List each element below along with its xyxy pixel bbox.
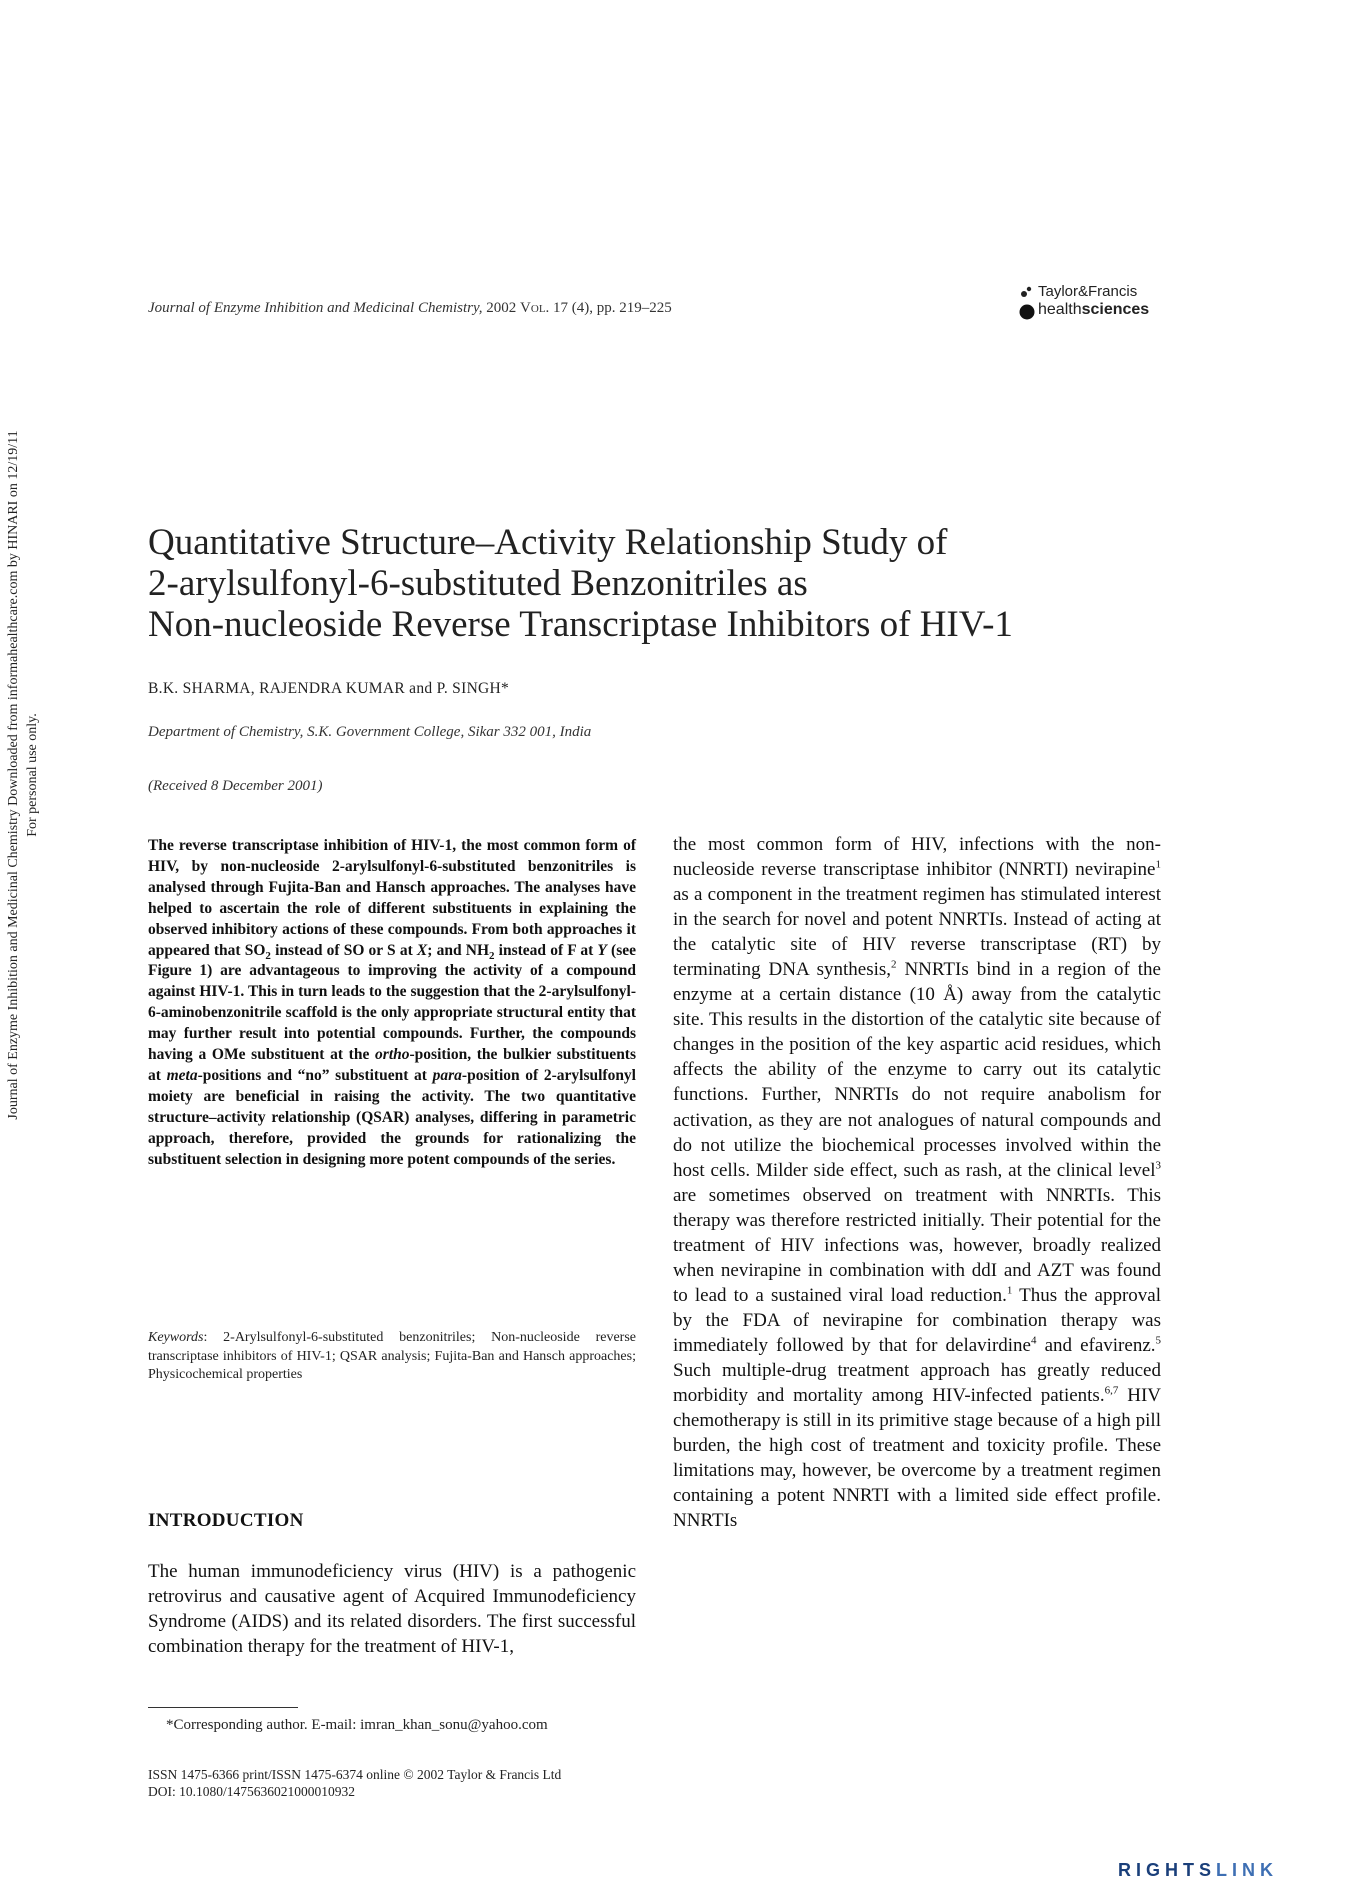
- citation-ref: 2: [891, 958, 897, 971]
- journal-year: 2002: [486, 300, 517, 316]
- journal-name: Journal of Enzyme Inhibition and Medicinal Chemistry,: [148, 300, 483, 316]
- rightslink-logo[interactable]: RIGHTSLINK: [1118, 1860, 1279, 1880]
- citation-ref: 4: [1031, 1334, 1037, 1347]
- received-date: (Received 8 December 2001): [148, 778, 323, 794]
- corresponding-author-note: *Corresponding author. E-mail: imran_khan_sonu@yahoo.com: [166, 1717, 548, 1733]
- footnote-rule: [148, 1707, 298, 1708]
- keywords: [148, 1329, 636, 1385]
- volume-label: Vol.: [520, 300, 550, 316]
- affiliation: Department of Chemistry, S.K. Government College, Sikar 332 001, India: [148, 724, 592, 740]
- article-title: [148, 522, 1208, 645]
- intro-paragraph-left: The human immunodeficiency virus (HIV) is a pathogenic retrovirus and causative agent of Acquired Immunodeficiency Syndrome (AIDS) and its related disorders. The first successful combination therapy for the treatment of HIV-1,: [148, 1561, 636, 1657]
- section-heading: INTRODUCTION: [148, 1510, 304, 1531]
- title-line: 2-arylsulfonyl-6-substituted Benzonitriles as: [148, 563, 808, 604]
- volume-issue: 17 (4), pp. 219–225: [553, 300, 672, 316]
- download-note-line2: For personal use only.: [25, 713, 40, 837]
- publisher-logo-icon: [1016, 283, 1036, 323]
- citation-ref: 3: [1155, 1159, 1161, 1172]
- issn-block: [148, 1766, 561, 1800]
- running-head: [148, 300, 672, 317]
- download-note-line1: Journal of Enzyme Inhibition and Medicinal Chemistry Downloaded from informahealthcare.com by HINARI on 12/19/11: [6, 430, 21, 1120]
- publisher-logo-line2: healthsciences: [1038, 301, 1150, 318]
- intro-paragraph-right: the most common form of HIV, infections with the non-nucleoside reverse transcriptase inhibitor (NNRTI) nevirapine$^1$ as a component in the treatment regimen has stimulated interest in the search for novel and potent NNRTIs. Instead of acting at the catalytic site of HIV reverse transcriptase (RT) by terminating DNA synthesis,$^2$ NNRTIs bind in a region of the enzyme at a certain distance (10 Å) away from the catalytic site. This results in the distortion of the catalytic site because of changes in the position of the key aspartic acid residues, which affects the ability of the enzyme to carry out its catalytic functions. Further, NNRTIs do not require anabolism for activation, as they are not analogues of natural compounds and do not utilize the biochemical processes involved within the host cells. Milder side effect, such as rash, at the clinical level$^3$ are sometimes observed on treatment with NNRTIs. This therapy was therefore restricted initially. Their potential for the treatment of HIV infections was, however, broadly realized when nevirapine in combination with ddI and AZT was found to lead to a sustained viral load reduction.$^1$ Thus the approval by the FDA of nevirapine for combination therapy was immediately followed by that for delavirdine$^4$ and efavirenz.$^5$ Such multiple-drug treatment approach has greatly reduced morbidity and mortality among HIV-infected patients.$^{6,7}$ HIV chemotherapy is still in its primitive stage because of a high pill burden, the high cost of treatment and toxicity profile. These limitations may, however, be overcome by a treatment regimen containing a potent NNRTI with a limited side effect profile. NNRTIs: [673, 834, 1161, 1532]
- download-note: [0, 190, 48, 1360]
- doi-line: DOI: 10.1080/1475636021000010932: [148, 1784, 355, 1799]
- title-line: Quantitative Structure–Activity Relationship Study of: [148, 522, 948, 563]
- keywords-text: : 2-Arylsulfonyl-6-substituted benzonitriles; Non-nucleoside reverse transcriptase inhibitors of HIV-1; QSAR analysis; Fujita-Ban and Hansch approaches; Physicochemical properties: [148, 1330, 636, 1382]
- citation-ref: 5: [1155, 1334, 1161, 1347]
- title-line: Non-nucleoside Reverse Transcriptase Inhibitors of HIV-1: [148, 604, 1013, 645]
- publisher-logo: [1016, 283, 1166, 323]
- authors: B.K. SHARMA, RAJENDRA KUMAR and P. SINGH*: [148, 680, 510, 697]
- publisher-logo-line1: Taylor&Francis: [1038, 283, 1138, 300]
- keywords-label: Keywords: [148, 1330, 204, 1345]
- citation-ref: 1: [1155, 858, 1161, 871]
- citation-ref: 6,7: [1104, 1384, 1119, 1397]
- citation-ref: 1: [1006, 1284, 1013, 1297]
- abstract: The reverse transcriptase inhibition of HIV-1, the most common form of HIV, by non-nucleoside 2-arylsulfonyl-6-substituted benzonitriles is analysed through Fujita-Ban and Hansch approaches. The analyses have helped to ascertain the role of different substituents in explaining the observed inhibitory actions of these compounds. From both approaches it appeared that $SO_2$ instead of SO or S at X; and $NH_2$ instead of F at Y (see Figure 1) are advantageous to improving the activity of a compound against HIV-1. This in turn leads to the suggestion that the 2-arylsulfonyl-6-aminobenzonitrile scaffold is the only appropriate structural entity that may further result into potential compounds. Further, the compounds having a OMe substituent at the ortho-position, the bulkier substituents at meta-positions and “no” substituent at para-position of 2-arylsulfonyl moiety are beneficial in raising the activity. The two quantitative structure–activity relationship (QSAR) analyses, differing in parametric approach, therefore, provided the grounds for rationalizing the substituent selection in designing more potent compounds of the series.: [148, 837, 637, 1168]
- issn-line: ISSN 1475-6366 print/ISSN 1475-6374 online © 2002 Taylor & Francis Ltd: [148, 1767, 562, 1782]
